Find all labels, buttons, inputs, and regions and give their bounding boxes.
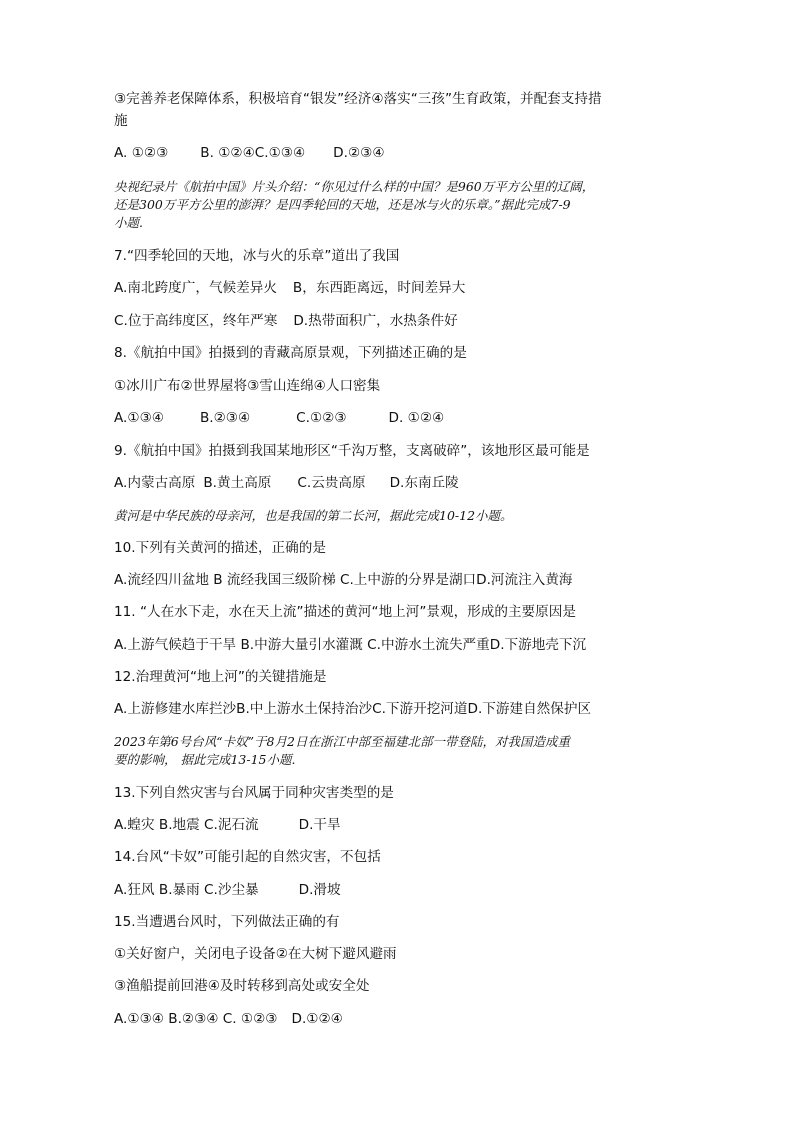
intro-7-9-line1: 央视纪录片《航拍中国》片头介绍：“你见过什么样的中国？是960万平方公里的辽阔， [114,179,595,194]
intro-13-15-line2: 要的影响， 据此完成13-15小题. [114,752,296,767]
q15-stem: 15.当遭遇台风时，下列做法正确的有 [114,914,340,930]
q15-options-abc: A.①③④ B.②③④ C. ①②③ [114,1011,278,1027]
q7-option-b: B，东西距离远，时间差异大 [292,280,466,296]
intro-7-9-line2: 还是300万平方公里的澎湃？是四季轮回的天地，还是冰与火的乐章。”据此完成7-9 [114,197,571,212]
q9-option-d: D.东南丘陵 [389,475,459,491]
q14-stem: 14.台风“卡奴”可能引起的自然灾害，不包括 [114,849,381,865]
q8-options [114,409,694,427]
intro-13-15-line1: 2023年第6号台风“卡奴”于8月2日在浙江中部至福建北部一带登陆，对我国造成重 [114,734,570,749]
q8-items: ①冰川广布②世界屋将③雪山连绵④人口密集 [114,378,381,394]
q14-option-d: D.滑坡 [298,882,341,898]
q7-option-d: D.热带面积广，水热条件好 [293,313,458,329]
q6-option-b: B. ①②④ [200,145,255,161]
q10-options: A.流经四川盆地 B 流经我国三级阶梯 C.上中游的分界是湖口D.河流注入黄海 [114,572,573,588]
q7-option-a: A.南北跨度广，气候差异火 [114,280,277,296]
q8-option-d: D. ①②④ [388,410,445,426]
q8-stem: 8.《航拍中国》拍摄到的青藏高原景观，下列描述正确的是 [114,345,467,361]
q15-options [114,1010,694,1028]
q12-options: A.上游修建水库拦沙B.中上游水土保持治沙C.下游开挖河道D.下游建自然保护区 [114,701,592,717]
q6-option-a: A. ①②③ [114,145,169,161]
q13-stem: 13.下列自然灾害与台风属于同种灾害类型的是 [114,785,394,801]
q9-option-b: B.黄土高原 [203,475,272,491]
q6-option-d: D.②③④ [333,145,385,161]
q7-stem: 7.“四季轮回的天地，冰与火的乐章”道出了我国 [114,248,400,264]
q11-options: A.上游气候趋于干旱 B.中游大量引水灌溉 C.中游水土流失严重D.下游地壳下沉 [114,637,587,653]
q8-option-c: C.①②③ [296,410,347,426]
q6-option-c: C.①③④ [254,145,306,161]
q13-options [114,816,694,834]
intro-10-12: 黄河是中华民族的母亲河，也是我国的第二长河，据此完成10-12小题。 [114,508,513,523]
q13-option-d: D.干旱 [298,817,341,833]
q9-stem: 9.《航拍中国》拍摄到我国某地形区“千沟万整，支离破碎”，该地形区最可能是 [114,443,590,459]
q15-items-line2: ③渔船提前回港④及时转移到高处或安全处 [114,978,370,994]
q13-options-abc: A.蝗灾 B.地震 C.泥石流 [114,817,259,833]
q12-stem: 12.治理黄河“地上河”的关键措施是 [114,669,327,685]
q15-option-d: D.①②④ [291,1011,343,1027]
q9-option-c: C.云贵高原 [297,475,366,491]
q9-options [114,474,694,492]
intro-7-9-line3: 小题. [114,215,143,230]
q14-options-abc: A.狂风 B.暴雨 C.沙尘暴 [114,882,259,898]
q10-stem: 10.下列有关黄河的描述，正确的是 [114,540,326,556]
q9-option-a: A.内蒙古高原 [114,475,196,491]
q15-items-line1: ①关好窗户，关闭电子设备②在大树下避风避雨 [114,946,397,962]
q6-continuation-line2: 施 [114,113,128,129]
q8-option-b: B.②③④ [199,410,251,426]
q6-options [114,144,694,162]
q14-options [114,881,694,899]
q8-option-a: A.①③④ [114,410,164,426]
q7-option-c: C.位于高纬度区，终年严寒 [114,313,278,329]
q6-continuation-line1: ③完善养老保障体系，积极培育“银发”经济④落实“三孩”生育政策，并配套支持措 [114,91,602,107]
q7-options-row1 [114,279,694,297]
q11-stem: 11. “人在水下走，水在天上流”描述的黄河“地上河”景观，形成的主要原因是 [114,604,576,620]
q7-options-row2 [114,312,694,330]
